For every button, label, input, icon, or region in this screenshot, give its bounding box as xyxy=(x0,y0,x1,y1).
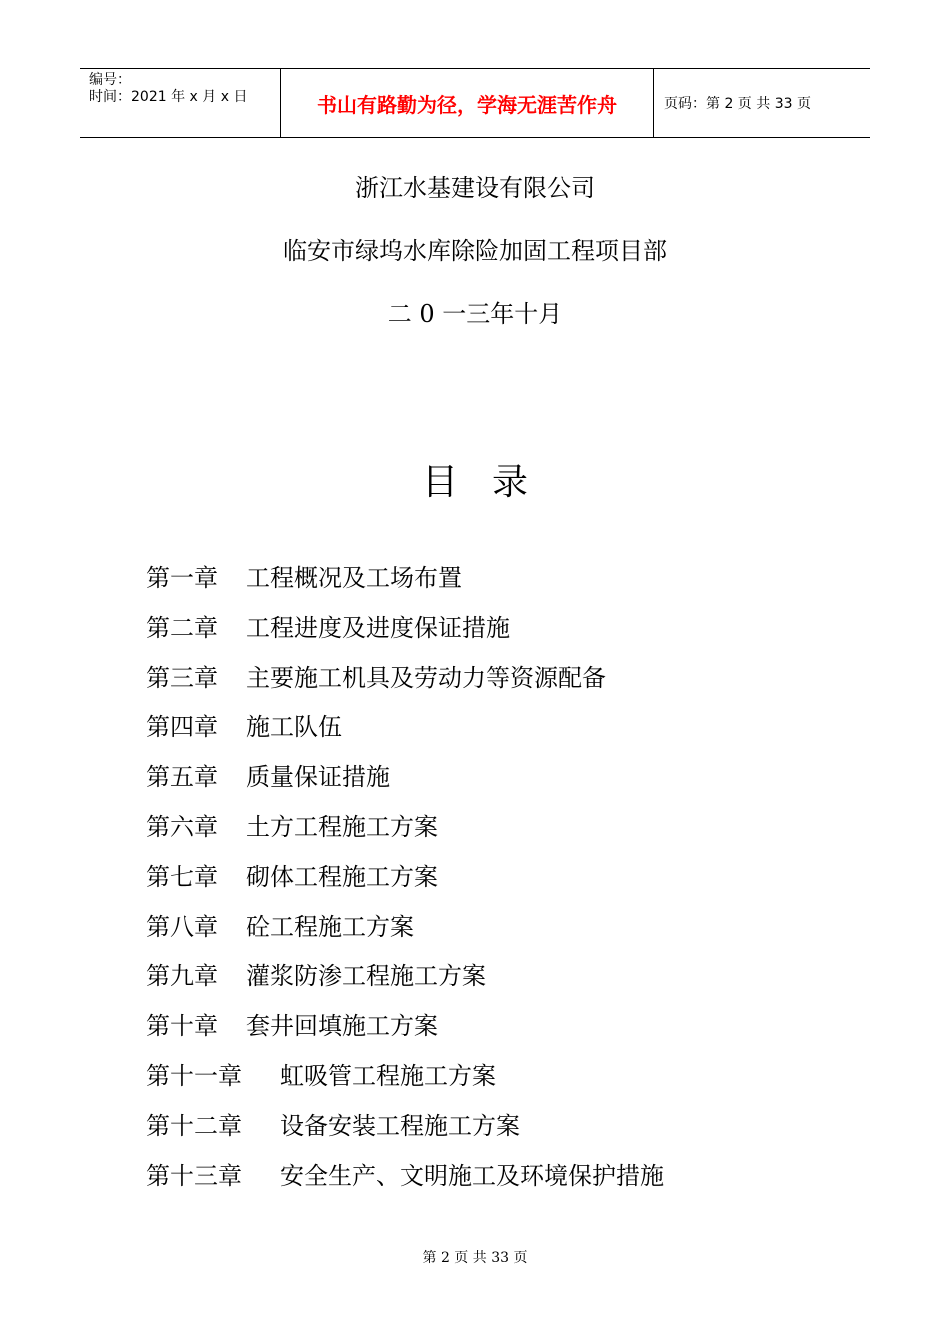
header-motto-cell xyxy=(281,69,654,137)
page-info: 页码：第 2 页 共 33 页 xyxy=(664,96,811,112)
toc-entry-num: 第十二章 xyxy=(146,1111,242,1140)
toc-entry xyxy=(146,658,846,708)
toc-entry-title: 施工队伍 xyxy=(246,713,342,742)
toc-entry xyxy=(146,857,846,907)
toc-entry-num: 第六章 xyxy=(146,812,218,841)
toc-entry-num: 第二章 xyxy=(146,613,218,642)
toc-entry xyxy=(146,1006,846,1056)
toc-entry xyxy=(146,608,846,658)
toc-entry-num: 第一章 xyxy=(146,564,218,592)
document-date: 二 0 一三年十月 xyxy=(387,300,563,328)
toc-entry-title: 质量保证措施 xyxy=(246,763,390,792)
header-table xyxy=(80,68,870,138)
toc-entry xyxy=(146,757,846,807)
toc-entry-title: 设备安装工程施工方案 xyxy=(280,1111,520,1140)
toc-entry-title: 虹吸管工程施工方案 xyxy=(280,1061,496,1090)
toc-entry-title: 土方工程施工方案 xyxy=(246,812,438,841)
toc-entry-num: 第七章 xyxy=(146,862,218,891)
motto: 书山有路勤为径，学海无涯苦作舟 xyxy=(317,92,617,117)
company-name: 浙江水基建设有限公司 xyxy=(355,174,595,202)
toc-entry-num: 第十三章 xyxy=(146,1161,242,1190)
toc-entry-title: 灌浆防渗工程施工方案 xyxy=(246,962,486,991)
toc-entry-title: 砼工程施工方案 xyxy=(246,912,414,941)
toc-entry-title: 工程进度及进度保证措施 xyxy=(246,613,510,642)
toc-entry-num: 第十一章 xyxy=(146,1061,242,1090)
toc-entry-title: 套井回填施工方案 xyxy=(246,1012,438,1041)
toc-entry xyxy=(146,1156,846,1206)
header-meta-cell xyxy=(80,69,281,137)
toc-entry-num: 第九章 xyxy=(146,962,218,991)
toc-entry-num: 第三章 xyxy=(146,663,218,692)
toc-entry xyxy=(146,558,846,608)
toc-entry xyxy=(146,907,846,957)
toc-entry-num: 第八章 xyxy=(146,912,218,941)
toc-entry-num: 第五章 xyxy=(146,763,218,792)
toc-entry xyxy=(146,1106,846,1156)
header-page-cell xyxy=(654,69,870,137)
toc-entry-title: 安全生产、文明施工及环境保护措施 xyxy=(280,1161,664,1190)
toc-entry-title: 工程概况及工场布置 xyxy=(246,564,462,592)
code-label: 编号： xyxy=(89,72,131,88)
toc-entry xyxy=(146,956,846,1006)
toc-title: 目录 xyxy=(421,462,562,503)
toc-entry xyxy=(146,707,846,757)
toc-entry-title: 主要施工机具及劳动力等资源配备 xyxy=(246,663,606,692)
time-label: 时间：2021 年 x 月 x 日 xyxy=(89,89,248,105)
toc-entry-title: 砌体工程施工方案 xyxy=(246,862,438,891)
toc-list xyxy=(146,558,846,1205)
toc-entry xyxy=(146,1056,846,1106)
page-footer: 第 2 页 共 33 页 xyxy=(422,1250,528,1266)
toc-entry-num: 第十章 xyxy=(146,1012,218,1041)
toc-entry-num: 第四章 xyxy=(146,713,218,742)
toc-entry xyxy=(146,807,846,857)
project-dept: 临安市绿坞水库除险加固工程项目部 xyxy=(283,237,667,265)
